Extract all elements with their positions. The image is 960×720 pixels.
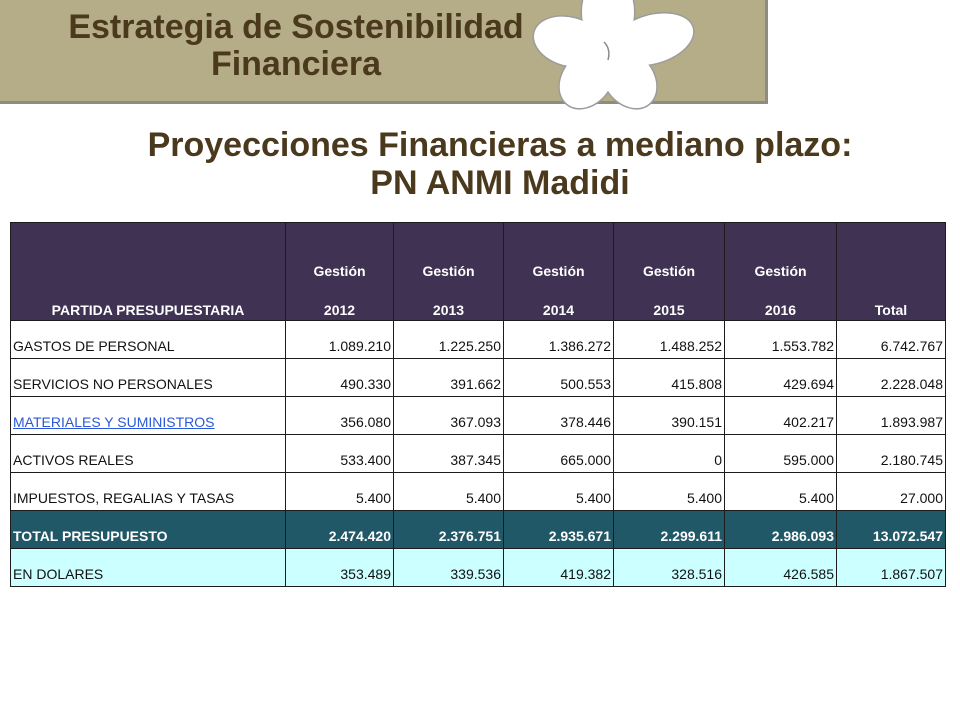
heading-line-1: Proyecciones Financieras a mediano plazo: [147, 126, 853, 164]
row-total-cell: 2.228.048 [837, 359, 946, 397]
value-cell-2014: 2.935.671 [504, 511, 614, 549]
row-label: ACTIVOS REALES [11, 435, 286, 473]
value-cell-2014: 5.400 [504, 473, 614, 511]
row-total-cell: 1.867.507 [837, 549, 946, 587]
header-year: 2016 [764, 302, 797, 318]
value-cell-2015: 328.516 [614, 549, 725, 587]
value-cell-2016: 426.585 [725, 549, 837, 587]
table-row-materiales-y-suministros [11, 397, 946, 435]
value-cell-2015: 390.151 [614, 397, 725, 435]
value-cell-2014: 500.553 [504, 359, 614, 397]
table-row-servicios-no-personales [11, 359, 946, 397]
header-gestion-label: Gestión [532, 263, 585, 279]
table-row-en-dolares [11, 549, 946, 587]
value-cell-2016: 595.000 [725, 435, 837, 473]
header-partida: PARTIDA PRESUPUESTARIA [11, 223, 286, 321]
header-gestion-label: Gestión [642, 263, 696, 279]
value-cell-2013: 387.345 [394, 435, 504, 473]
header-2013 [394, 223, 504, 321]
header-gestion-label: Gestión [754, 263, 807, 279]
row-total-cell: 6.742.767 [837, 321, 946, 359]
header-year: 2014 [542, 302, 575, 318]
flower-icon [518, 0, 708, 112]
row-total-cell: 2.180.745 [837, 435, 946, 473]
row-total-cell: 1.893.987 [837, 397, 946, 435]
value-cell-2014: 1.386.272 [504, 321, 614, 359]
materiales-y-suministros-link[interactable]: MATERIALES Y SUMINISTROS [13, 414, 215, 430]
row-total-cell: 27.000 [837, 473, 946, 511]
row-label: GASTOS DE PERSONAL [11, 321, 286, 359]
row-total-cell: 13.072.547 [837, 511, 946, 549]
header-2014 [504, 223, 614, 321]
header-year: 2015 [653, 302, 685, 318]
slide-heading [60, 126, 940, 202]
value-cell-2015: 0 [614, 435, 725, 473]
value-cell-2016: 1.553.782 [725, 321, 837, 359]
value-cell-2013: 391.662 [394, 359, 504, 397]
table-row-impuestos-regalias-y-tasas [11, 473, 946, 511]
table-header-row [11, 223, 946, 321]
value-cell-2012: 2.474.420 [286, 511, 394, 549]
value-cell-2016: 402.217 [725, 397, 837, 435]
header-2015 [614, 223, 725, 321]
header-total: Total [837, 223, 946, 321]
value-cell-2012: 490.330 [286, 359, 394, 397]
value-cell-2013: 339.536 [394, 549, 504, 587]
header-year: 2012 [323, 302, 356, 318]
header-gestion-label: Gestión [313, 263, 366, 279]
table-header [11, 223, 946, 321]
header-2012 [286, 223, 394, 321]
value-cell-2013: 367.093 [394, 397, 504, 435]
banner-title-line-1: Estrategia de Sostenibilidad [68, 8, 524, 46]
banner-title [0, 9, 592, 83]
value-cell-2015: 415.808 [614, 359, 725, 397]
value-cell-2015: 5.400 [614, 473, 725, 511]
row-label: EN DOLARES [11, 549, 286, 587]
row-label: SERVICIOS NO PERSONALES [11, 359, 286, 397]
row-label: TOTAL PRESUPUESTO [11, 511, 286, 549]
value-cell-2012: 353.489 [286, 549, 394, 587]
value-cell-2014: 378.446 [504, 397, 614, 435]
row-label: IMPUESTOS, REGALIAS Y TASAS [11, 473, 286, 511]
value-cell-2013: 5.400 [394, 473, 504, 511]
value-cell-2014: 419.382 [504, 549, 614, 587]
banner-title-line-2: Financiera [210, 45, 382, 83]
header-gestion-label: Gestión [422, 263, 475, 279]
value-cell-2015: 1.488.252 [614, 321, 725, 359]
value-cell-2015: 2.299.611 [614, 511, 725, 549]
value-cell-2012: 356.080 [286, 397, 394, 435]
budget-projection-table [10, 222, 946, 587]
header-2016 [725, 223, 837, 321]
value-cell-2012: 533.400 [286, 435, 394, 473]
value-cell-2012: 1.089.210 [286, 321, 394, 359]
row-label [11, 397, 286, 435]
value-cell-2013: 2.376.751 [394, 511, 504, 549]
value-cell-2016: 429.694 [725, 359, 837, 397]
table-row-activos-reales [11, 435, 946, 473]
value-cell-2014: 665.000 [504, 435, 614, 473]
value-cell-2016: 5.400 [725, 473, 837, 511]
table-row-total-presupuesto [11, 511, 946, 549]
table-row-gastos-de-personal [11, 321, 946, 359]
value-cell-2012: 5.400 [286, 473, 394, 511]
header-year: 2013 [432, 302, 465, 318]
table-body [11, 321, 946, 587]
heading-line-2: PN ANMI Madidi [370, 164, 630, 202]
value-cell-2013: 1.225.250 [394, 321, 504, 359]
value-cell-2016: 2.986.093 [725, 511, 837, 549]
